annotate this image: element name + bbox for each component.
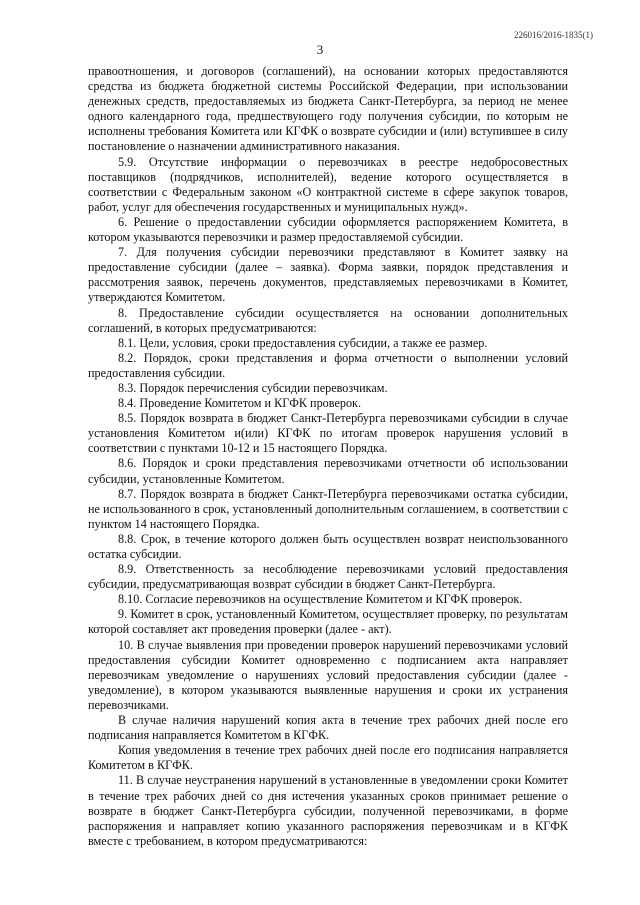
paragraph-6: 6. Решение о предоставлении субсидии оформляется распоряжением Комитета, в котором указываются перевозчики и размер предоставляемой субсидии. (88, 214, 568, 245)
paragraph-8-2: 8.2. Порядок, сроки представления и форма отчетности о выполнении условий предоставления субсидии. (88, 350, 568, 380)
paragraph-8-9: 8.9. Ответственность за несоблюдение перевозчиками условий предоставления субсидии, предусматривающая возврат субсидии в бюджет Санкт-Петербурга. (88, 562, 568, 592)
paragraph-8-1: 8.1. Цели, условия, сроки предоставления субсидии, а также ее размер. (118, 335, 488, 350)
paragraph-11: 11. В случае неустранения нарушений в установленные в уведомлении сроки Комитет в течение трех рабочих дней со дня истечения указанных сроков принимает решение о возврате в бюджет Санкт-Петербурга субсидии, полученной перевозчиками, в форме распоряжения и направляет копию указанного распоряжения перевозчикам и в КГФК вместе с требованием, в котором предусматриваются: (88, 773, 568, 848)
paragraph-10: 10. В случае выявления при проведении проверок нарушений перевозчиками условий предоставления субсидии Комитет одновременно с подписанием акта направляет перевозчикам уведомление о нарушениях условий предоставления субсидии (далее - уведомление), в котором указываются выявленные нарушения и сроки их устранения перевозчиками. (88, 637, 568, 712)
paragraph-8-7: 8.7. Порядок возврата в бюджет Санкт-Петербурга перевозчиками остатка субсидии, не использованного в срок, установленный дополнительным соглашением, в соответствии с пунктом 14 настоящего Порядка. (88, 486, 568, 531)
paragraph-9: 9. Комитет в срок, установленный Комитетом, осуществляет проверку, по результатам которой составляет акт проведения проверки (далее - акт). (88, 607, 568, 637)
document-body (88, 64, 568, 849)
paragraph-8-6: 8.6. Порядок и сроки представления перевозчиками отчетности об использовании субсидии, установленные Комитетом. (88, 456, 568, 486)
paragraph-10-notice-copy: Копия уведомления в течение трех рабочих дней после его подписания направляется Комитетом в КГФК. (88, 743, 568, 773)
page-number: 3 (316, 42, 324, 57)
paragraph-8-3: 8.3. Порядок перечисления субсидии перевозчикам. (118, 380, 388, 395)
paragraph-10-act-copy: В случае наличия нарушений копия акта в течение трех рабочих дней после его подписания направляется Комитетом в КГФК. (88, 713, 568, 743)
paragraph-8-5: 8.5. Порядок возврата в бюджет Санкт-Петербурга перевозчиками субсидии в случае установления Комитетом и(или) КГФК по итогам проверок нарушения условий в соответствии с пунктами 10-12 и 15 настоящего Порядка. (88, 411, 568, 456)
paragraph-8-10: 8.10. Согласие перевозчиков на осуществление Комитетом и КГФК проверок. (118, 592, 523, 607)
document-id: 226016/2016-1835(1) (514, 30, 593, 40)
paragraph-continuation: правоотношения, и договоров (соглашений), на основании которых предоставляются средства из бюджета бюджетной системы Российской Федерации, при использовании денежных средств, предоставляемых из бюджета Санкт-Петербурга, за период не менее одного календарного года, предшествующего году получения субсидии, по которым не исполнены требования Комитета или КГФК о возврате субсидии и (или) вступившее в силу постановление о назначении административного наказания. (88, 64, 568, 154)
paragraph-8-4: 8.4. Проведение Комитетом и КГФК проверок. (118, 396, 362, 411)
paragraph-5-9: 5.9. Отсутствие информации о перевозчиках в реестре недобросовестных поставщиков (подрядчиков, исполнителей), ведение которого осуществляется в соответствии с Федеральным законом «О контрактной системе в сфере закупок товаров, работ, услуг для обеспечения государственных и муниципальных нужд». (88, 154, 568, 214)
paragraph-8: 8. Предоставление субсидии осуществляется на основании дополнительных соглашений, в которых предусматриваются: (88, 305, 568, 335)
paragraph-7: 7. Для получения субсидии перевозчики представляют в Комитет заявку на предоставление субсидии (далее – заявка). Форма заявки, порядок представления и рассмотрения заявок, перечень документов, представляемых перевозчиками в Комитет, утверждаются Комитетом. (88, 245, 568, 305)
paragraph-8-8: 8.8. Срок, в течение которого должен быть осуществлен возврат неиспользованного остатка субсидии. (88, 531, 568, 561)
